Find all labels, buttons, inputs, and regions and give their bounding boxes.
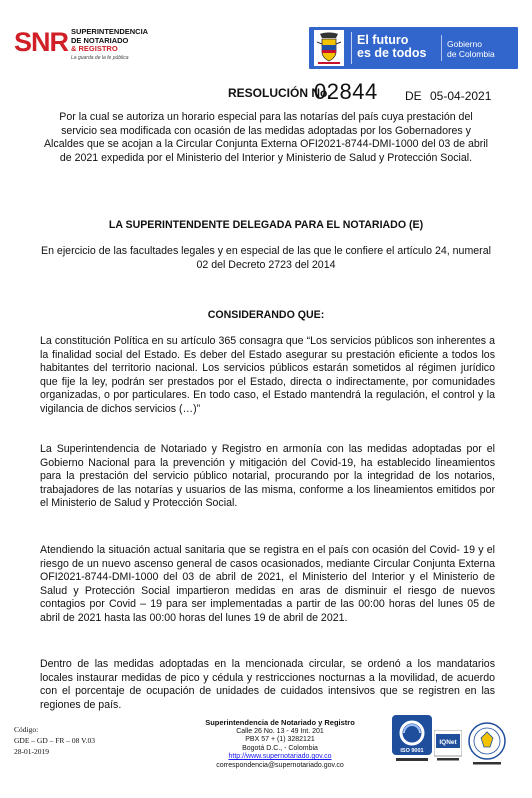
footer-contact (180, 719, 380, 771)
footer-city: Bogotá D.C., - Colombia (242, 744, 318, 752)
paragraph-3: Atendiendo la situación actual sanitaria que se registra en el país con ocasión del Covid- 19 y el riesgo de un nuevo ascenso general de casos ocasionados, mediante Circular Conjunta Externa OFI2021-8744-DMI-1000 del 03 de abril de 2021, el Ministerio del Interior y el Ministerio de Salud y Protección Social impartieron medidas en aras de disminuir el riesgo de nuevos contagios por Covid – 19 para ser implementadas a partir de las 00:00 horas del lunes 05 de abril de 2021 hasta las 00:00 horas del lunes 19 de abril de 2021. (40, 544, 495, 624)
resolution-number: 02844 (314, 79, 378, 104)
iqnet-seal-icon (434, 730, 462, 764)
considerando-heading: CONSIDERANDO QUE: (207, 309, 325, 321)
svg-text:IQNet: IQNet (439, 739, 457, 746)
faculties-text: En ejercicio de las facultades legales y en especial de las que le confiere el artículo 24, numeral 02 del Decreto 2723 del 2014 (41, 245, 491, 271)
icontec-iso-9001-seal-icon (392, 715, 432, 767)
footer-email: correspondencia@supernotariado.gov.co (216, 761, 344, 769)
document-code: Código: GDE – GD – FR – 08 V.03 28-01-2019 (14, 725, 95, 756)
authority-heading: LA SUPERINTENDENTE DELEGADA PARA EL NOTARIADO (E) (108, 219, 424, 231)
resolution-label: RESOLUCIÓN No. (228, 86, 331, 100)
gobierno-de-colombia: Gobierno de Colombia (447, 39, 495, 59)
svg-text:ISO 9001: ISO 9001 (400, 748, 424, 754)
snr-tagline: La guarda de la fe pública (71, 55, 129, 61)
escudo-colombia-icon (314, 30, 344, 66)
footer-pbx: PBX 57 + (1) 3282121 (245, 736, 315, 744)
gobierno-banner (309, 27, 518, 69)
snr-logo (14, 26, 164, 66)
gov-slogan: El futuro es de todos (357, 33, 427, 60)
footer-web-link[interactable]: http://www.supernotariado.gov.co (228, 753, 332, 761)
paragraph-1: La constitución Política en su artículo 365 consagra que “Los servicios públicos son inherentes a la finalidad social del Estado. Es deber del Estado asegurar su prestación eficiente a todos los habitantes del territorio nacional. Los servicios públicos estarán sometidos al régimen jurídico que fije la ley, podrán ser prestados por el Estado, directa o indirectamente, por comunidades organizadas, o por particulares. En todo caso, el Estado mantendrá la regulación, el control y la vigilancia de dichos servicios (…)” (40, 335, 495, 415)
paragraph-4: Dentro de las medidas adoptadas en la mencionada circular, se ordenó a los mandatarios locales instaurar medidas de pico y cédula y restricciones nocturnas a la movilidad, de acuerdo con el porcentaje de ocupación de unidades de cuidados intensivos que se registren en las regiones de país. (40, 658, 495, 711)
snr-logo-letters: SNR (14, 27, 69, 57)
resolution-de: DE (405, 89, 422, 103)
certification-seal-icon (465, 720, 509, 768)
resolution-summary: Por la cual se autoriza un horario especial para las notarías del país cuya prestación del servicio sea modificada con ocasión de las medidas adoptadas por los Gobernadores y Alcaldes que se acojan a la Circular Conjunta Externa OFI2021-8744-DMI-1000 del 03 de abril de 2021 expedida por el Ministerio del Interior y Ministerio de Salud y Protección Social. (43, 111, 488, 164)
footer-address: Calle 26 No. 13 - 49 Int. 201 (236, 727, 324, 735)
snr-logo-text: SUPERINTENDENCIA DE NOTARIADO & REGISTRO (71, 27, 149, 54)
footer-org: Superintendencia de Notariado y Registro (205, 718, 355, 727)
paragraph-2: La Superintendencia de Notariado y Registro en armonía con las medidas adoptadas por el Gobierno Nacional para la prevención y mitigación del Covid-19, ha establecido lineamientos para la prestación del servicio público notarial, procurando por la integridad de los notarios, trabajadores de las notarías y usuarios de las misma, conforme a los lineamientos emitidos por el Ministerio de Salud y Protección Social. (40, 443, 495, 510)
resolution-date: 05-04-2021 (430, 89, 492, 103)
